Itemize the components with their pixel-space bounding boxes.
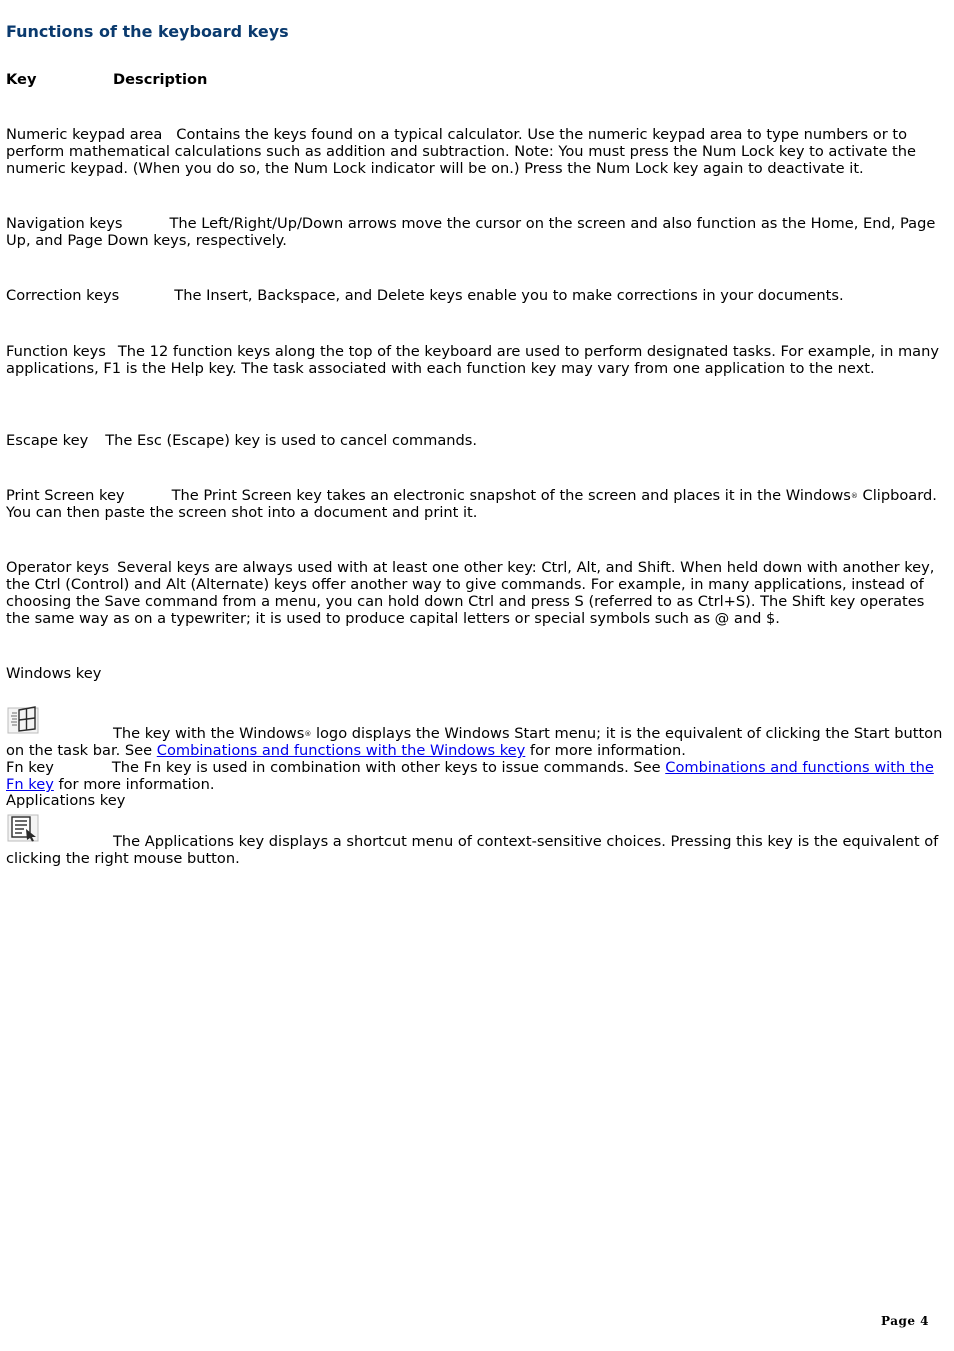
- registered-mark: ®: [850, 492, 858, 500]
- entry-key-label: Correction keys: [6, 287, 120, 304]
- entry-key-label: Fn key: [6, 759, 54, 776]
- entry-description: Contains the keys found on a typical calculator. Use the numeric keypad area to type numbers or to perform mathematical calculations such as addition and subtraction. Note: You must press the Num Lock key to activate the numeric keypad. (When you do so, the Num Lock indicator will be on.) Press the Num Lock key again to deactivate it.: [6, 126, 917, 177]
- entry-navigation-keys: [6, 215, 946, 249]
- entry-key-label: Function keys: [6, 343, 106, 360]
- page-title: Functions of the keyboard keys: [6, 22, 289, 41]
- entry-applications-key: [6, 833, 946, 867]
- entry-description: The 12 function keys along the top of the keyboard are used to perform designated tasks. For example, in many applications, F1 is the Help key. The task associated with each function key may vary from one application to the next.: [6, 343, 940, 377]
- entry-key-label: Escape key: [6, 432, 89, 449]
- entry-key-label: Applications key: [6, 792, 126, 809]
- entry-windows-key: [6, 725, 946, 759]
- page-number: Page 4: [881, 1314, 930, 1328]
- entry-fn-key: [6, 759, 946, 793]
- registered-mark: ®: [304, 730, 312, 738]
- entry-key-label: Operator keys: [6, 559, 110, 576]
- table-header: [6, 71, 207, 88]
- entry-applications-key-label-row: [6, 792, 946, 809]
- entry-description: The Print Screen key takes an electronic snapshot of the screen and places it in the Windows: [171, 487, 851, 504]
- entry-print-screen-key: [6, 487, 946, 521]
- entry-description: The Left/Right/Up/Down arrows move the cursor on the screen and also function as the Home, End, Page Up, and Page Down keys, respectively.: [6, 215, 936, 249]
- entry-key-label: Navigation keys: [6, 215, 123, 232]
- entry-windows-key-label-row: [6, 665, 946, 682]
- entry-key-label: Windows key: [6, 665, 102, 682]
- fn-key-combinations-link[interactable]: Combinations and functions with the Fn key: [6, 759, 934, 793]
- entry-key-label: Numeric keypad area: [6, 126, 163, 143]
- header-description: Description: [113, 71, 208, 88]
- entry-description-cont: logo displays the Windows Start menu; it is the equivalent of clicking the Start button on the task bar. See: [6, 725, 943, 759]
- entry-numeric-keypad: [6, 126, 946, 177]
- windows-key-combinations-link[interactable]: Combinations and functions with the Windows key: [156, 742, 526, 759]
- entry-description-end: for more information.: [525, 742, 686, 759]
- entry-description: The Applications key displays a shortcut menu of context-sensitive choices. Pressing this key is the equivalent of clicking the right mouse button.: [6, 833, 939, 867]
- entry-function-keys: [6, 343, 946, 377]
- entry-description-cont: Clipboard. You can then paste the screen shot into a document and print it.: [6, 487, 937, 521]
- entry-description: Several keys are always used with at least one other key: Ctrl, Alt, and Shift. When held down with another key, the Ctrl (Control) and Alt (Alternate) keys offer another way to give commands. For example, in many applications, instead of choosing the Save command from a menu, you can hold down Ctrl and press S (referred to as Ctrl+S). The Shift key operates the same way as on a typewriter; it is used to produce capital letters or special symbols such as @ and $.: [6, 559, 935, 627]
- entry-escape-key: [6, 432, 946, 449]
- entry-description: The Fn key is used in combination with other keys to issue commands. See: [111, 759, 666, 776]
- entry-correction-keys: [6, 287, 946, 304]
- entry-key-label: Print Screen key: [6, 487, 125, 504]
- entry-description: The key with the Windows: [113, 725, 305, 742]
- entry-description: The Insert, Backspace, and Delete keys enable you to make corrections in your documents.: [174, 287, 844, 304]
- header-key: Key: [6, 71, 37, 88]
- entry-description-end: for more information.: [53, 776, 215, 793]
- entry-operator-keys: [6, 559, 946, 627]
- entry-description: The Esc (Escape) key is used to cancel commands.: [105, 432, 478, 449]
